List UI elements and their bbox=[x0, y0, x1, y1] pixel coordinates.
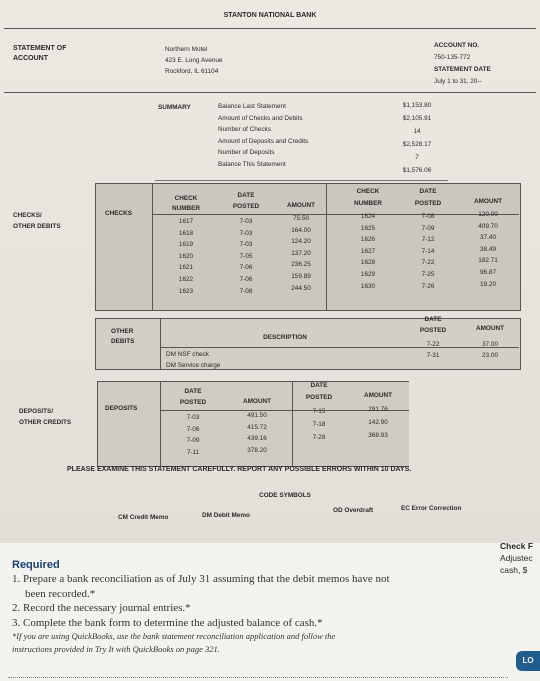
dotted-rule bbox=[8, 677, 508, 678]
deposit-amount: 368.93 bbox=[368, 432, 388, 439]
checks-section-line1: CHECKS/ bbox=[13, 212, 42, 219]
summary-row-value: $1,576.06 bbox=[402, 167, 432, 174]
required-title: Required bbox=[12, 559, 60, 571]
code-ec: EC Error Correction bbox=[401, 505, 462, 512]
checks-divider bbox=[152, 183, 153, 310]
check-date: 7-08 bbox=[239, 287, 253, 295]
check-number: 1628 bbox=[360, 259, 376, 267]
summary-row-label: Amount of Deposits and Credits bbox=[218, 137, 309, 145]
check-amounts-left bbox=[276, 213, 326, 294]
check-date: 7-06 bbox=[239, 275, 253, 283]
header-line: NUMBER bbox=[353, 200, 383, 207]
debit-memo-amount: 37.00 bbox=[482, 341, 498, 348]
footnote-line2: instructions provided in Try It with QuickBooks on page 321. bbox=[12, 643, 220, 654]
header-line: DATE bbox=[419, 188, 437, 195]
deposit-date: 7-03 bbox=[186, 414, 200, 421]
check-amount: 244.50 bbox=[291, 284, 311, 292]
check-number-header bbox=[158, 194, 214, 214]
check-amount: 159.89 bbox=[291, 272, 311, 280]
address-rule bbox=[4, 92, 536, 93]
deposits-mid-divider bbox=[292, 381, 293, 466]
check-date: 7-26 bbox=[421, 282, 435, 290]
header-line: NUMBER bbox=[171, 205, 201, 212]
footnote-line1: *If you are using QuickBooks, use the bank statement reconciliation application and follow the bbox=[12, 631, 336, 641]
quickbooks-footnote bbox=[12, 630, 492, 655]
check-number: 1630 bbox=[360, 282, 376, 290]
deposit-amount: 142.90 bbox=[368, 419, 388, 426]
deposit-date: 7-28 bbox=[312, 434, 326, 441]
summary-label: SUMMARY bbox=[158, 104, 191, 111]
side-note-line2: Adjustec bbox=[500, 553, 533, 563]
check-amount: 137.20 bbox=[291, 249, 311, 257]
deposits-section-line1: DEPOSITS/ bbox=[19, 408, 54, 415]
debit-memo-description: DM NSF check bbox=[166, 351, 209, 358]
check-numbers-left bbox=[158, 216, 214, 297]
check-date: 7-08 bbox=[421, 213, 435, 220]
check-date: 7-12 bbox=[421, 236, 435, 244]
check-number: 1622 bbox=[178, 275, 194, 283]
check-date: 7-03 bbox=[239, 218, 253, 225]
summary-row-label: Number of Deposits bbox=[218, 149, 275, 157]
corner-tab: LO bbox=[516, 651, 540, 671]
check-number: 1625 bbox=[360, 224, 376, 232]
check-number: 1629 bbox=[360, 270, 376, 278]
check-amount: 182.71 bbox=[478, 257, 498, 265]
side-note-line1: Check F bbox=[500, 541, 534, 551]
check-numbers-right bbox=[338, 211, 398, 292]
side-note-line3: cash, $ bbox=[500, 565, 528, 575]
header-line: DATE bbox=[310, 382, 328, 389]
header-line: CHECK bbox=[356, 188, 380, 195]
deposit-date: 7-15 bbox=[312, 408, 326, 415]
deposit-date: 7-09 bbox=[186, 437, 200, 445]
debit-memo-date: 7-31 bbox=[426, 352, 440, 359]
summary-rule bbox=[155, 180, 448, 181]
deposit-date-header-right bbox=[294, 380, 344, 404]
deposit-date: 7-06 bbox=[186, 425, 200, 433]
account-no: 750-135-772 bbox=[434, 54, 471, 61]
check-date: 7-03 bbox=[239, 229, 253, 237]
check-date: 7-09 bbox=[421, 224, 435, 232]
check-amounts-right bbox=[460, 209, 516, 290]
other-debits-amount-header: AMOUNT bbox=[475, 325, 505, 332]
deposit-date: 7-11 bbox=[186, 448, 200, 456]
check-number: 1626 bbox=[360, 236, 376, 244]
deposit-amount: 415.72 bbox=[247, 423, 267, 431]
code-od: OD Overdraft bbox=[333, 507, 374, 514]
deposit-amount: 491.50 bbox=[247, 412, 267, 419]
account-info bbox=[434, 40, 491, 88]
deposits-sub-label: DEPOSITS bbox=[105, 405, 138, 412]
check-amount: 124.20 bbox=[291, 238, 311, 246]
side-note bbox=[500, 540, 540, 576]
summary-labels bbox=[218, 101, 308, 171]
other-debits-descriptions bbox=[166, 349, 220, 371]
deposit-amount-header-right: AMOUNT bbox=[363, 392, 393, 399]
check-date-header-right bbox=[397, 186, 459, 210]
summary-row-value: 7 bbox=[415, 154, 419, 161]
other-debits-date-header bbox=[404, 314, 462, 336]
check-date: 7-14 bbox=[421, 247, 435, 255]
header-line: CHECK bbox=[174, 195, 198, 202]
check-number: 1624 bbox=[360, 213, 376, 220]
deposit-dates-left bbox=[163, 412, 223, 458]
header-line: POSTED bbox=[419, 327, 447, 334]
statement-date: July 1 to 31, 20-- bbox=[434, 78, 482, 85]
header-rule bbox=[4, 28, 536, 29]
check-amount: 96.87 bbox=[480, 268, 496, 276]
customer-address bbox=[165, 44, 222, 77]
check-number: 1617 bbox=[178, 218, 194, 225]
customer-street: 423 E. Long Avenue bbox=[165, 57, 223, 64]
check-number-header-right bbox=[338, 186, 398, 210]
check-dates-right bbox=[397, 211, 459, 292]
header-line: DATE bbox=[424, 316, 442, 323]
other-debits-dates bbox=[404, 339, 462, 361]
deposits-section-label bbox=[19, 406, 71, 428]
required-item-3: 3. Complete the bank form to determine the adjusted balance of cash.* bbox=[12, 616, 323, 629]
deposit-amount: 291.76 bbox=[368, 406, 388, 413]
debit-memo-amount: 23.00 bbox=[482, 352, 498, 359]
summary-row-value: $2,528.17 bbox=[402, 141, 432, 148]
code-cm: CM Credit Memo bbox=[118, 514, 169, 521]
other-debits-amounts bbox=[462, 339, 518, 361]
debit-memo-date: 7-22 bbox=[426, 341, 440, 348]
check-amount: 38.49 bbox=[480, 245, 496, 253]
check-number: 1618 bbox=[178, 229, 194, 237]
customer-city: Rockford, IL 61104 bbox=[165, 68, 219, 75]
summary-row-label: Balance This Statement bbox=[218, 160, 286, 168]
statement-of-account bbox=[13, 44, 66, 64]
statement-label-line2: ACCOUNT bbox=[13, 55, 48, 62]
customer-name: Northern Motel bbox=[165, 46, 208, 53]
checks-sub-label: CHECKS bbox=[105, 210, 132, 217]
check-date: 7-03 bbox=[239, 241, 253, 249]
code-symbols-title: CODE SYMBOLS bbox=[259, 492, 311, 499]
other-debits-line1: OTHER bbox=[111, 328, 134, 335]
required-item-1: 1. Prepare a bank reconciliation as of July 31 assuming that the debit memos have not bbox=[12, 573, 390, 585]
summary-row-label: Number of Checks bbox=[218, 126, 271, 134]
check-amount-header-right: AMOUNT bbox=[473, 198, 503, 205]
check-number: 1627 bbox=[360, 247, 376, 255]
summary-row-label: Balance Last Statement bbox=[218, 103, 286, 110]
check-date: 7-06 bbox=[239, 264, 253, 272]
deposit-dates-right bbox=[294, 405, 344, 444]
description-header: DESCRIPTION bbox=[263, 334, 307, 341]
deposits-divider bbox=[160, 381, 161, 466]
deposit-date: 7-18 bbox=[312, 421, 326, 428]
statement-date-label: STATEMENT DATE bbox=[434, 66, 491, 73]
required-list bbox=[12, 572, 482, 630]
check-number: 1623 bbox=[178, 287, 194, 295]
checks-section-line2: OTHER DEBITS bbox=[13, 223, 61, 230]
statement-label-line1: STATEMENT OF bbox=[13, 45, 67, 52]
check-date: 7-05 bbox=[239, 252, 253, 260]
check-amount: 19.20 bbox=[480, 280, 496, 288]
summary-row-value: $1,153.80 bbox=[402, 102, 432, 109]
check-amount: 37.40 bbox=[480, 234, 496, 242]
header-line: DATE bbox=[237, 192, 255, 199]
deposit-date-header bbox=[163, 386, 223, 408]
required-item-1-cont: been recorded.* bbox=[25, 587, 96, 600]
check-amount: 75.50 bbox=[293, 215, 309, 222]
check-amount: 164.00 bbox=[291, 226, 311, 234]
check-amount-header: AMOUNT bbox=[286, 202, 316, 209]
bank-name: STANTON NATIONAL BANK bbox=[223, 12, 317, 19]
code-dm: DM Debit Memo bbox=[202, 512, 250, 519]
header-line: POSTED bbox=[414, 200, 442, 207]
summary-row-value: 14 bbox=[413, 128, 421, 135]
check-dates-left bbox=[218, 216, 274, 297]
deposits-section-line2: OTHER CREDITS bbox=[19, 419, 72, 426]
required-item-2: 2. Record the necessary journal entries.* bbox=[12, 602, 191, 614]
deposit-amount: 439.16 bbox=[247, 435, 267, 443]
summary-row-value: $2,105.91 bbox=[402, 115, 432, 122]
check-amount: 409.70 bbox=[478, 222, 498, 230]
header-line: POSTED bbox=[232, 203, 260, 210]
examine-notice: PLEASE EXAMINE THIS STATEMENT CAREFULLY. REPORT ANY POSSIBLE ERRORS WITHIN 10 DAYS. bbox=[67, 466, 412, 473]
summary-values bbox=[392, 99, 442, 177]
check-amount: 236.25 bbox=[291, 261, 311, 269]
summary-row-label: Amount of Checks and Debits bbox=[218, 114, 303, 122]
debit-memo-description: DM Service charge bbox=[166, 362, 221, 369]
deposit-amount: 378.20 bbox=[247, 446, 267, 454]
checks-section-label bbox=[13, 210, 61, 232]
other-debits-divider bbox=[160, 318, 161, 369]
deposit-amounts-right bbox=[348, 403, 408, 442]
check-number: 1619 bbox=[178, 241, 194, 249]
check-amount: 120.00 bbox=[478, 211, 498, 218]
deposit-amount-header: AMOUNT bbox=[242, 398, 272, 405]
account-no-label: ACCOUNT NO. bbox=[434, 42, 480, 49]
check-number: 1621 bbox=[178, 264, 194, 272]
header-line: POSTED bbox=[179, 399, 207, 406]
check-date: 7-25 bbox=[421, 270, 435, 278]
check-date: 7-22 bbox=[421, 259, 435, 267]
check-date-header bbox=[218, 190, 274, 212]
checks-mid-divider bbox=[326, 183, 327, 310]
header-line: POSTED bbox=[305, 394, 333, 401]
deposit-amounts-left bbox=[226, 410, 288, 456]
other-debits-line2: DEBITS bbox=[111, 338, 135, 345]
other-debits-label bbox=[111, 327, 134, 347]
header-line: DATE bbox=[184, 388, 202, 395]
check-number: 1620 bbox=[178, 252, 194, 260]
